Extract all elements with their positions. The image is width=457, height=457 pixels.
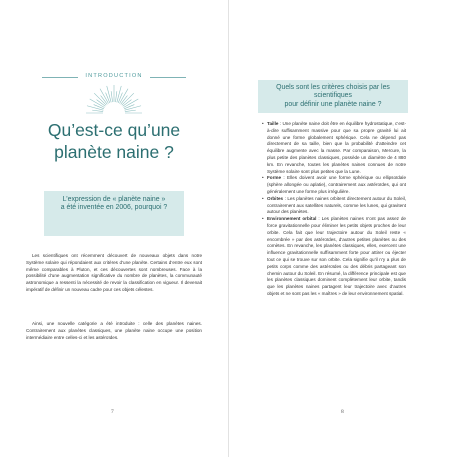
criteria-term: Taille (267, 121, 279, 126)
body-paragraph-1 (26, 253, 202, 294)
left-page (0, 0, 228, 457)
bullet-icon: • (262, 216, 264, 222)
chapter-title-line2: planète naine ? (54, 142, 174, 162)
question-box (44, 191, 184, 236)
criteria-text: : Les planètes naines orbitent directement autour du Soleil, contrairement aux satellites naturels, comme les lunes, qui gravitent autour des planètes. (267, 195, 406, 215)
question-line2: pour définir une planète naine ? (284, 100, 382, 108)
criteria-item (262, 196, 406, 216)
criteria-text: : Les planètes naines n’ont pas assez de force gravitationnelle pour éliminer les petits objets proches de leur orbite. Cela fait que leur trajectoire autour du Soleil reste « encombrée » par des astéroïdes, d’autres petites planètes ou des comètes. En revanche, les planètes classiques, elles, exercent une influence gravitationnelle suffisamment forte pour attirer ou éjecter tout ce qui se trouve sur son orbite. Cela signifie qu’il n’y a plus de petits corps comme des astéroïdes ou des débris partageant son chemin autour du Soleil. En résumé, la différence principale est que les planètes classiques dominent complètement leur orbite, tandis que les planètes naines partagent leur trajectoire avec d’autres objets et ne sont pas les « maîtres » de leur environnement spatial. (267, 216, 406, 296)
criteria-item (262, 175, 406, 195)
criteria-term: Orbites (267, 195, 284, 201)
paragraph-text: Les scientifiques ont récemment découvert de nouveaux objets dans notre Système solaire qui répondaient aux critères d’une planète. Certains d’entre eux sont même comparables à Pluton, et ces découvertes sont nombreuses. Face à la possibilité d’une augmentation significative du nombre de planètes, la communauté astronomique a ressenti la nécessité de revoir la classification en vigueur. Il devenait impératif de définir un nouveau cadre pour ces objets célestes. (26, 253, 202, 292)
question-line2: a été inventée en 2006, pourquoi ? (60, 204, 168, 212)
bullet-icon: • (262, 121, 264, 126)
criteria-text: : Elles doivent avoir une forme sphérique ou ellipsoïdale (sphère allongée ou aplatie), contrairement aux astéroïdes, qui ont généralement une forme plus irrégulière. (267, 175, 406, 194)
section-label: INTRODUCTION (85, 73, 143, 79)
question-box (258, 80, 408, 113)
criteria-item (262, 121, 406, 175)
chapter-title-line1: Qu’est-ce qu’une (47, 120, 181, 140)
divider (150, 77, 186, 78)
chapter-title (20, 119, 208, 163)
question-heading (44, 196, 184, 213)
criteria-text: : Une planète naine doit être en équilibre hydrostatique, c’est-à-dire suffisamment massive pour que sa propre gravité lui ait donné une forme globalement sphérique. Cela ne dépend pas directement de sa taille, bien que la probabilité d’atteindre cet équilibre augmente avec la masse. Par comparaison, Mercure, la plus petite des planètes classiques, possède un diamètre de 4 880 km. En revanche, toutes les planètes naines connues de notre Système solaire sont plus petites que la Lune. (267, 121, 406, 174)
criteria-term: Environnement orbital (267, 216, 317, 222)
page-number: 7 (111, 409, 114, 415)
page-number: 8 (341, 409, 344, 415)
body-paragraph-2 (26, 321, 202, 341)
criteria-term: Forme (267, 175, 282, 181)
question-line1: L’expression de « planète naine » (62, 196, 166, 203)
sunburst-icon (76, 82, 152, 114)
question-heading (258, 84, 408, 109)
bullet-icon: • (262, 175, 264, 181)
bullet-icon: • (262, 195, 264, 201)
question-line1: Quels sont les critères choisis par les scientifiques (276, 84, 390, 100)
criteria-list (262, 121, 406, 298)
paragraph-text: Ainsi, une nouvelle catégorie a été introduite : celle des planètes naines. Contrairement aux planètes classiques, une planète naine occupe une position intermédiaire entre celles-ci et les astéroïdes. (26, 321, 202, 340)
criteria-item (262, 216, 406, 298)
